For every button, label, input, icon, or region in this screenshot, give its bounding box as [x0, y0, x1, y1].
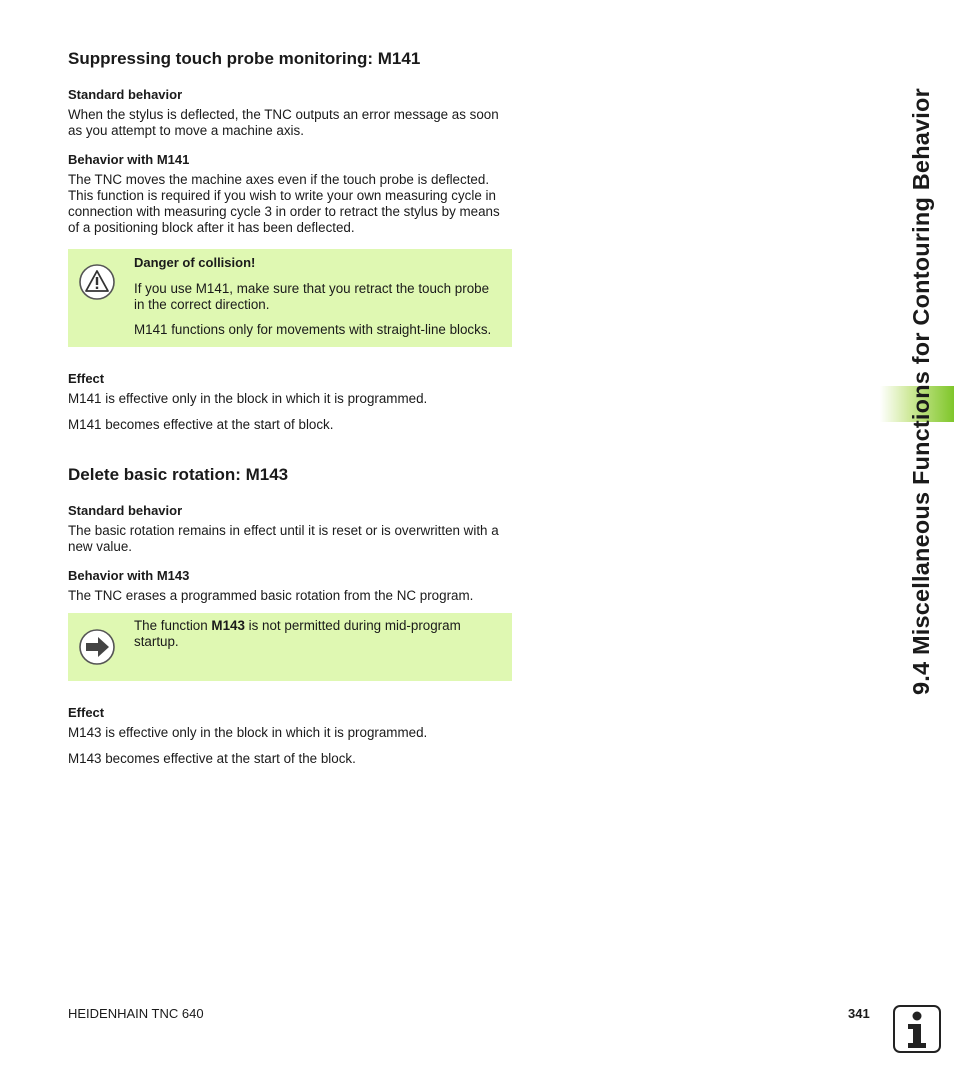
- body-text: The basic rotation remains in effect until it is reset or is overwritten with a new value.: [68, 523, 499, 554]
- warning-triangle-icon: [78, 255, 134, 338]
- body-text: The TNC erases a programmed basic rotation from the NC program.: [68, 588, 474, 603]
- subheading: Behavior with M141: [68, 152, 190, 167]
- section-title-m143: Delete basic rotation: M143: [68, 465, 289, 484]
- m141-standard-section: [68, 87, 512, 139]
- m143-standard-section: [68, 503, 512, 555]
- body-text: When the stylus is deflected, the TNC outputs an error message as soon as you attempt to move a machine axis.: [68, 107, 499, 138]
- m141-behavior-section: [68, 152, 512, 236]
- warning-title: Danger of collision!: [134, 255, 256, 270]
- page-content: [68, 48, 512, 780]
- subheading: Effect: [68, 705, 105, 720]
- subheading: Behavior with M143: [68, 568, 190, 583]
- warning-text: M141 functions only for movements with straight-line blocks.: [134, 322, 492, 337]
- warning-box: [68, 249, 512, 347]
- subheading: Standard behavior: [68, 87, 183, 102]
- m143-behavior-section: [68, 568, 512, 604]
- body-text: M143 becomes effective at the start of the block.: [68, 751, 356, 766]
- body-text: M143 is effective only in the block in which it is programmed.: [68, 725, 428, 740]
- note-text: The function M143 is not permitted during mid-program startup.: [134, 618, 461, 649]
- warning-text: If you use M141, make sure that you retract the touch probe in the correct direction.: [134, 281, 490, 312]
- body-text: M141 is effective only in the block in which it is programmed.: [68, 391, 428, 406]
- subheading: Effect: [68, 371, 105, 386]
- page-number: 341: [848, 1006, 870, 1021]
- body-text: M141 becomes effective at the start of block.: [68, 417, 334, 432]
- footer-product-name: HEIDENHAIN TNC 640: [68, 1006, 204, 1021]
- info-icon: [893, 1005, 941, 1053]
- arrow-right-icon: [78, 618, 134, 666]
- section-title-m141: Suppressing touch probe monitoring: M141: [68, 49, 421, 68]
- subheading: Standard behavior: [68, 503, 183, 518]
- m141-effect-section: [68, 371, 512, 433]
- body-text: The TNC moves the machine axes even if the touch probe is deflected. This function is required if you wish to write your own measuring cycle in connection with measuring cycle 3 in order to retract the stylus by means of a positioning block after it has been deflected.: [68, 172, 500, 235]
- m143-effect-section: [68, 705, 512, 767]
- info-note-box: [68, 613, 512, 681]
- chapter-side-title: 9.4 Miscellaneous Functions for Contouring Behavior: [908, 88, 934, 695]
